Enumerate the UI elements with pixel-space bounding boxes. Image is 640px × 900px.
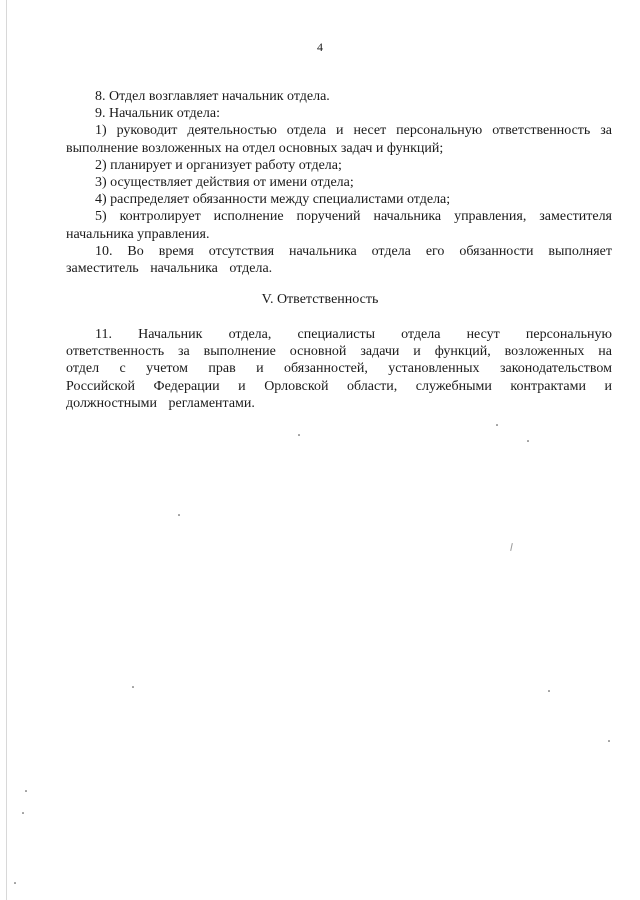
list-item-5: 5) контролирует исполнение поручений начальника управления, заместителя начальника управления. [66, 209, 612, 242]
paragraph-8: 8. Отдел возглавляет начальник отдела. [95, 89, 330, 104]
scan-speck [298, 434, 300, 436]
scan-edge-line [6, 0, 7, 900]
paragraph-11: 11. Начальник отдела, специалисты отдела несут персональную ответственность за выполнение основной задачи и функций, возложенных на отдел с учетом прав и обязанностей, установленных законодательством Российской Федерации и Орловской области, служебными контрактами и должностными регламентами. [66, 327, 612, 411]
section-v-body [66, 326, 612, 412]
scan-speck [14, 882, 16, 884]
paragraph-10: 10. Во время отсутствия начальника отдела его обязанности выполняет заместитель начальника отдела. [66, 243, 612, 277]
scan-speck [132, 686, 134, 688]
list-item-2: 2) планирует и организует работу отдела; [95, 157, 342, 173]
section-heading: V. Ответственность [261, 292, 379, 307]
scan-mark [510, 543, 513, 551]
page-number: 4 [317, 40, 323, 54]
scan-speck [548, 690, 550, 692]
list-item-3: 3) осуществляет действия от имени отдела; [95, 175, 354, 191]
scan-speck [496, 424, 498, 426]
scan-speck [178, 514, 180, 516]
list-item-4: 4) распределяет обязанности между специалистами отдела; [95, 192, 451, 208]
section-body [66, 88, 612, 277]
scan-speck [25, 790, 27, 792]
scan-speck [608, 740, 610, 742]
paragraph-9: 9. Начальник отдела: [95, 106, 220, 122]
list-item-1: 1) руководит деятельностью отдела и несет персональную ответственность за выполнение возложенных на отдел основных задач и функций; [66, 123, 612, 156]
scan-speck [527, 440, 529, 442]
scan-speck [22, 812, 24, 814]
